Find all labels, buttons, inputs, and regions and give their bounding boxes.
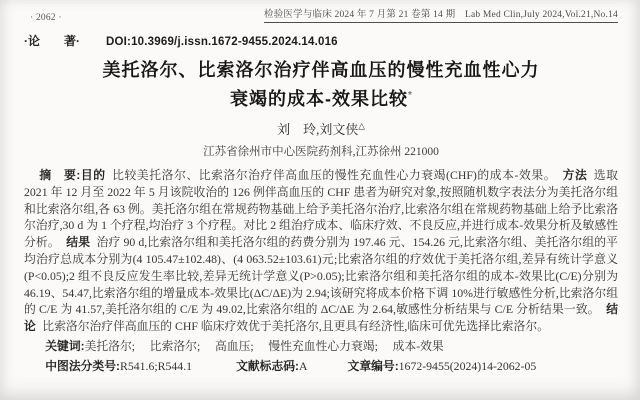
article-id-label: 文章编号:	[347, 359, 399, 374]
keywords-label: 关键词:	[45, 338, 85, 353]
doc-code-group	[236, 358, 307, 375]
clc-value: R541.6;R544.1	[119, 359, 193, 374]
clc-group	[45, 358, 192, 375]
abstract-conclusion-text: 比索洛尔治疗伴高血压的 CHF 临床疗效优于美托洛尔,且更具有经济性,临床可优先选择比索洛尔。	[42, 319, 549, 334]
abstract-conclusion-label: 结论	[24, 302, 618, 334]
classification-line	[24, 358, 618, 375]
journal-issue-info: 检验医学与临床 2024 年 7 月第 21 卷第 14 期 Lab Med Clin,July 2024,Vol.21,No.14	[264, 6, 618, 23]
abstract-methods-label: 方法	[562, 168, 588, 182]
author-line: 刘 玲,刘文侠△	[277, 120, 365, 137]
doi-text: DOI:10.3969/j.issn.1672-9455.2024.14.016	[106, 36, 338, 48]
article-title	[24, 57, 618, 112]
article-title-line1: 美托洛尔、比索洛尔治疗伴高血压的慢性充血性心力	[102, 60, 540, 80]
keywords-text: 美托洛尔; 比索洛尔; 高血压; 慢性充血性心力衰竭; 成本-效果	[84, 338, 444, 353]
abstract-label: 摘 要:	[39, 168, 81, 182]
affiliation-line: 江苏省徐州市中心医院药剂科,江苏徐州 221000	[203, 146, 439, 158]
title-footnote-marker: *	[408, 90, 412, 101]
clc-label: 中图法分类号:	[45, 359, 120, 374]
abstract-results-text: 治疗 90 d,比索洛尔组和美托洛尔组的药费分别为 197.46 元、154.26 元,比索洛尔组、美托洛尔组的平均治疗总成本分别为(4 105.47±102.48)、(4 063.52±103.61)元;比索洛尔组的疗效优于美托洛尔组,差异有统计学意义(P<0.05);2 组不良反应发生率比较,差异无统计学意义(P>0.05);比索洛尔组和美托洛尔组的成本-效果比(C/E)分别为 46.19、54.47,比索洛尔组的增量成本-效果比(ΔC/ΔE)为 2.94;该研究将成本价格下调 10%进行敏感性分析,比索洛尔组的 C/E 为 41.57,美托洛尔组的 C/E 为 49.02,比索洛尔组的 ΔC/ΔE 为 2.64,敏感性分析结果与 C/E 分析结果一致。	[24, 235, 621, 317]
abstract-objective-text: 比较美托洛尔、比索洛尔治疗伴高血压的慢性充血性心力衰竭(CHF)的成本-效果。	[112, 168, 557, 182]
page-number: · 2062 ·	[30, 13, 62, 23]
corresponding-author-marker: △	[358, 120, 365, 131]
page-header	[24, 6, 618, 23]
abstract-methods-text: 选取 2021 年 12 月至 2022 年 5 月该院收治的 126 例伴高血压的 CHF 患者为研究对象,按照随机数字表法分为美托洛尔组和比索洛尔组,各 63 例。美托洛尔组在常规药物基础上给予美托洛尔治疗,比索洛尔组在常规药物基础上给予比索洛尔治疗,30 d 为 1 个疗程,均治疗 3 个疗程。对比 2 组治疗成本、临床疗效、不良反应,并进行成本-效果分析及敏感性分析。	[24, 168, 621, 250]
abstract-paragraph	[24, 167, 621, 335]
article-id-group	[348, 358, 537, 375]
doc-code-label: 文献标志码:	[236, 359, 299, 374]
article-id-value: 1672-9455(2024)14-2062-05	[398, 359, 537, 374]
keywords-line	[24, 338, 618, 355]
article-title-line2: 衰竭的成本-效果比较*	[230, 89, 412, 109]
doc-code-value: A	[298, 359, 308, 374]
abstract-results-label: 结果	[66, 235, 91, 250]
masthead-row	[24, 32, 618, 49]
article-type-label: ·论 著·	[24, 34, 80, 48]
abstract-objective-label: 目的	[80, 168, 106, 182]
